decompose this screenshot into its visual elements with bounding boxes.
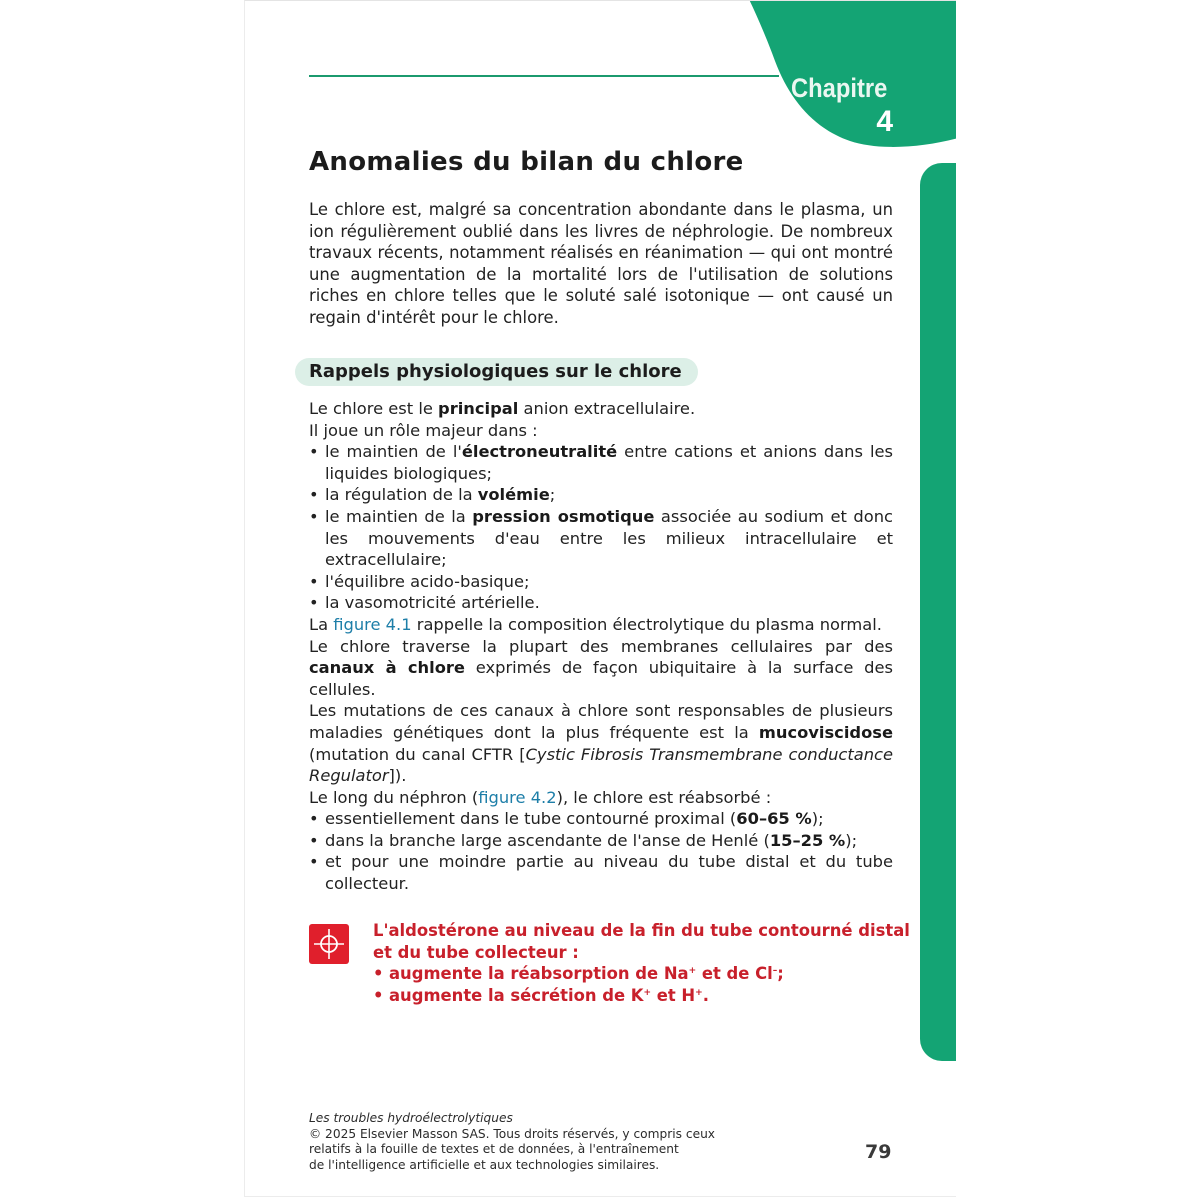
list-item: • augmente la sécrétion de K+ et H+. [373,985,913,1007]
chapter-title: Anomalies du bilan du chlore [309,147,744,177]
key-point-lead: L'aldostérone au niveau de la fin du tube contourné distal et du tube collecteur : [373,921,910,962]
book-title: Les troubles hydroélectrolytiques [309,1111,513,1125]
list-item: • augmente la réabsorption de Na+ et de Cl–; [373,963,913,985]
list-item: • dans la branche large ascendante de l'anse de Henlé (15–25 %); [309,830,893,852]
paragraph-canaux: Le chlore traverse la plupart des membranes cellulaires par des canaux à chlore exprimés de façon ubiquitaire à la surface des cellules. [309,636,894,699]
section-heading: Rappels physiologiques sur le chlore [295,358,698,386]
key-point-box [373,920,913,1006]
paragraph-figure-4-1: La figure 4.1 rappelle la composition électrolytique du plasma normal. [309,614,882,634]
chapter-thumb-tab [920,163,956,1061]
figure-4-2-link[interactable]: figure 4.2 [478,787,557,807]
roles-list [309,441,893,614]
list-item: • et pour une moindre partie au niveau du tube distal et du tube collecteur. [309,851,893,894]
chapter-label: Chapitre [791,73,888,103]
reabsorption-list [309,808,893,894]
book-page [244,0,956,1197]
page-number: 79 [865,1141,892,1163]
list-item: • l'équilibre acido-basique; [309,571,893,593]
list-item: • la régulation de la volémie; [309,484,893,506]
intro-paragraph [309,199,893,329]
figure-4-1-link[interactable]: figure 4.1 [333,614,412,634]
page-footer [309,1111,749,1173]
list-item: • le maintien de l'électroneutralité entre cations et anions dans les liquides biologiques; [309,441,893,484]
chapter-number: 4 [876,105,893,138]
list-item: • essentiellement dans le tube contourné proximal (60–65 %); [309,808,893,830]
paragraph-principal: Le chlore est le principal anion extracellulaire. [309,399,696,418]
list-item: • le maintien de la pression osmotique associée au sodium et donc les mouvements d'eau entre les milieux intracellulaire et extracellulaire; [309,506,893,571]
crosshair-target-icon [309,924,349,964]
paragraph-nephron: Le long du néphron (figure 4.2), le chlore est réabsorbé : [309,787,772,807]
list-item: • la vasomotricité artérielle. [309,592,893,614]
copyright-line: de l'intelligence artificielle et aux technologies similaires. [309,1157,660,1172]
copyright-line: relatifs à la fouille de textes et de données, à l'entraînement [309,1142,679,1156]
key-point-list [373,963,913,1006]
paragraph-roles-intro: Il joue un rôle majeur dans : [309,420,538,440]
section-body [309,398,893,895]
paragraph-mutations: Les mutations de ces canaux à chlore sont responsables de plusieurs maladies génétiques dont la plus fréquente est la mucoviscidose (mutation du canal CFTR [Cystic Fibrosis Transmembrane conductance Regulator]). [309,701,893,786]
copyright-line: © 2025 Elsevier Masson SAS. Tous droits réservés, y compris ceux [309,1126,716,1141]
intro-text: Le chlore est, malgré sa concentration abondante dans le plasma, un ion régulièrement oublié dans les livres de néphrologie. De nombreux travaux récents, notamment réalisés en réanimation — qui ont montré une augmentation de la mortalité lors de l'utilisation de solutions riches en chlore telles que le soluté salé isotonique — ont causé un regain d'intérêt pour le chlore. [309,200,893,327]
header-rule [309,75,779,77]
